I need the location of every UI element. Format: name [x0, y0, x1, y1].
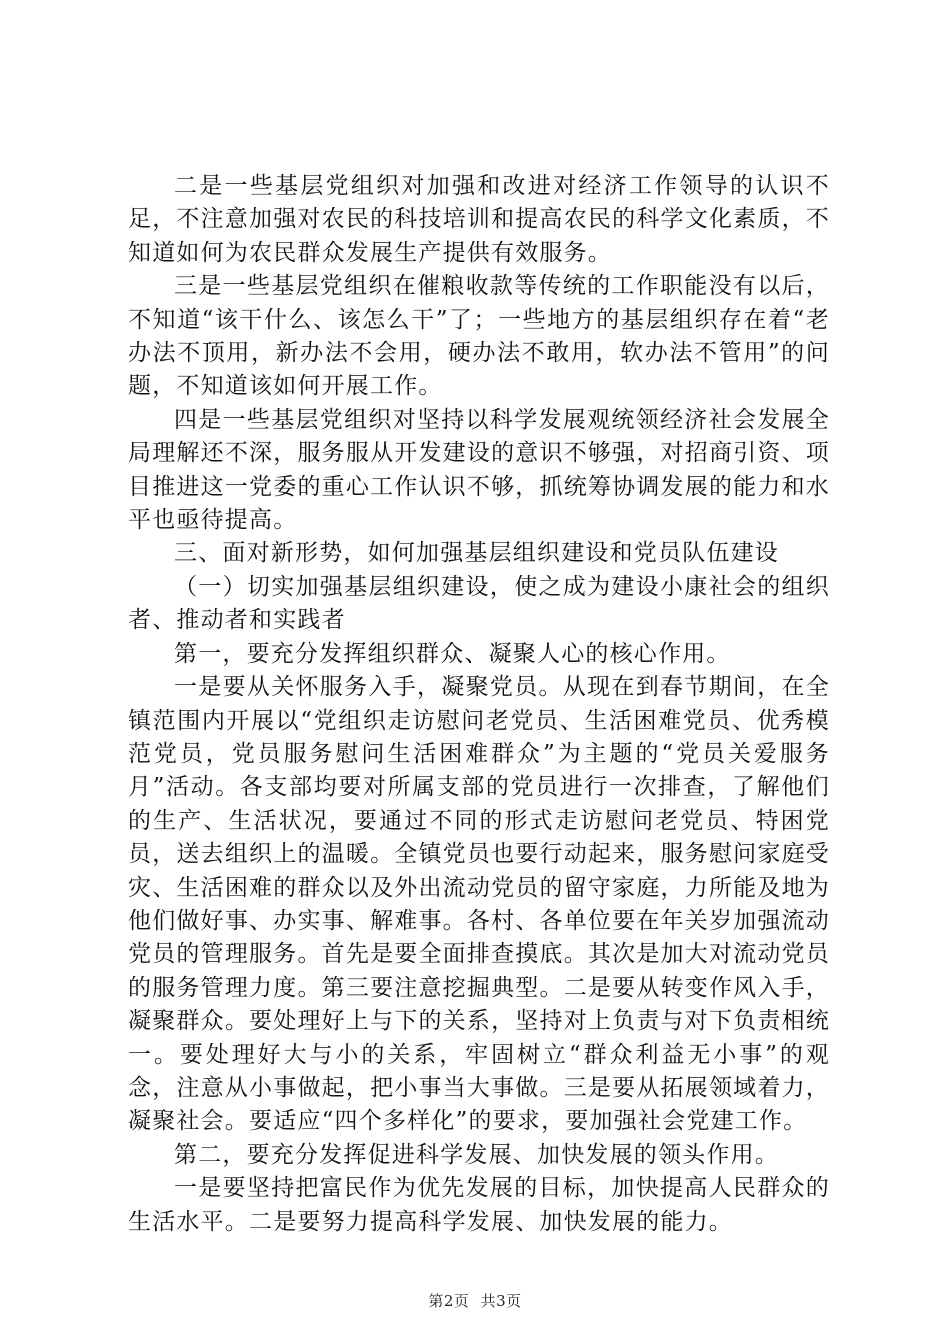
- paragraph: 四是一些基层党组织对坚持以科学发展观统领经济社会发展全局理解还不深，服务服从开发建设的意识不够强，对招商引资、项目推进这一党委的重心工作认识不够，抓统筹协调发展的能力和水平也亟待提高。: [128, 406, 830, 534]
- paragraph: 第二，要充分发挥促进科学发展、加快发展的领头作用。: [174, 1141, 779, 1168]
- paragraph: 二是一些基层党组织对加强和改进对经济工作领导的认识不足，不注意加强对农民的科技培训和提高农民的科学文化素质，不知道如何为农民群众发展生产提供有效服务。: [128, 173, 830, 266]
- page-total: 共3页: [480, 1292, 522, 1310]
- paragraph: 第一，要充分发挥组织群众、凝聚人心的核心作用。: [174, 640, 731, 667]
- page-number: 第2页: [428, 1292, 470, 1310]
- subsection-heading: （一）切实加强基层组织建设，使之成为建设小康社会的组织者、推动者和实践者: [128, 573, 830, 634]
- document-body: [128, 170, 830, 1239]
- paragraph: 一是要坚持把富民作为优先发展的目标，加快提高人民群众的生活水平。二是要努力提高科学发展、加快发展的能力。: [128, 1175, 830, 1235]
- section-heading: 三、面对新形势，如何加强基层组织建设和党员队伍建设: [174, 540, 779, 567]
- page-footer: [0, 1290, 950, 1311]
- paragraph: 一是要从关怀服务入手，凝聚党员。从现在到春节期间，在全镇范围内开展以“党组织走访慰问老党员、生活困难党员、优秀模范党员，党员服务慰问生活困难群众”为主题的“党员关爱服务月”活动。各支部均要对所属支部的党员进行一次排查，了解他们的生产、生活状况，要通过不同的形式走访慰问老党员、特困党员，送去组织上的温暖。全镇党员也要行动起来，服务慰问家庭受灾、生活困难的群众以及外出流动党员的留守家庭，力所能及地为他们做好事、办实事、解难事。各村、各单位要在年关岁加强流动党员的管理服务。首先是要全面排查摸底。其次是加大对流动党员的服务管理力度。第三要注意挖掘典型。二是要从转变作风入手，凝聚群众。要处理好上与下的关系，坚持对上负责与对下负责相统一。要处理好大与小的关系，牢固树立“群众利益无小事”的观念，注意从小事做起，把小事当大事做。三是要从拓展领域着力，凝聚社会。要适应“四个多样化”的要求，要加强社会党建工作。: [128, 674, 830, 1135]
- paragraph: 三是一些基层党组织在催粮收款等传统的工作职能没有以后，不知道“该干什么、该怎么干”了；一些地方的基层组织存在着“老办法不顶用，新办法不会用，硬办法不敢用，软办法不管用”的问题，不知道该如何开展工作。: [128, 273, 830, 400]
